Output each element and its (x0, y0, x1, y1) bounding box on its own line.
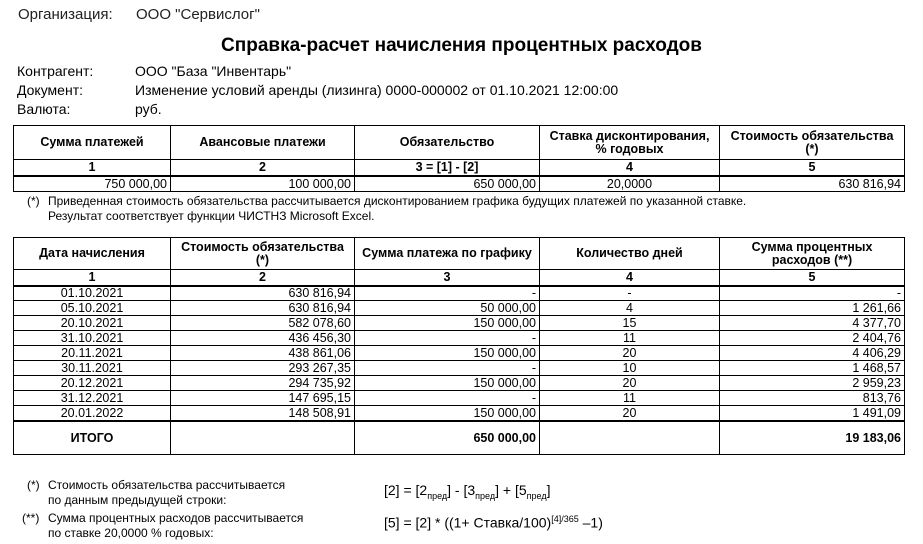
formula2-part: –1) (578, 514, 603, 531)
organization-line (18, 6, 260, 23)
table-row (14, 316, 905, 331)
t1-cell: 630 816,94 (720, 176, 905, 192)
days-cell: 4 (540, 301, 720, 316)
days-cell: 11 (540, 391, 720, 406)
t1-cell: 750 000,00 (14, 176, 171, 192)
payment-cell: - (355, 286, 540, 301)
days-cell: 11 (540, 331, 720, 346)
formula1-part: [2] = [2 (384, 482, 428, 498)
days-cell: - (540, 286, 720, 301)
table-row (14, 301, 905, 316)
table2-header-row (14, 238, 905, 270)
formula-obligation (384, 482, 551, 501)
total-empty-cell (540, 421, 720, 455)
days-cell: 20 (540, 346, 720, 361)
interest-cell: 813,76 (720, 391, 905, 406)
counterparty-label: Контрагент: (17, 63, 94, 79)
obligation-cell: 630 816,94 (171, 301, 355, 316)
total-empty-cell (171, 421, 355, 455)
interest-cell: 1 491,09 (720, 406, 905, 421)
formula2-sup: [4]/365 (551, 514, 579, 524)
table-row (14, 331, 905, 346)
date-cell: 01.10.2021 (14, 286, 171, 301)
date-cell: 20.12.2021 (14, 376, 171, 391)
days-cell: 20 (540, 406, 720, 421)
table2-number-row (14, 270, 905, 286)
t2-col-number: 4 (540, 270, 720, 286)
currency-value: руб. (135, 101, 162, 117)
t2-header-interest: Сумма процентных расходов (**) (720, 238, 905, 270)
t2-col-number: 1 (14, 270, 171, 286)
t2-header-date: Дата начисления (14, 238, 171, 270)
note1-line1: Приведенная стоимость обязательства рассчитывается дисконтированием графика будущих платежей по указанной ставке. (48, 194, 747, 208)
note2-marker: (*) (27, 478, 40, 492)
formula1-part: ] (546, 482, 551, 498)
formula2-part: [5] = [2] * ((1+ Ставка/100) (384, 514, 552, 531)
page-title: Справка-расчет начисления процентных расходов (221, 35, 702, 56)
obligation-cell: 438 861,06 (171, 346, 355, 361)
formula-interest (384, 514, 603, 531)
payment-cell: 150 000,00 (355, 316, 540, 331)
t1-col-number: 2 (171, 160, 355, 176)
payment-cell: - (355, 331, 540, 346)
formula1-sub: пред (427, 490, 448, 501)
obligation-cell: 630 816,94 (171, 286, 355, 301)
organization-label: Организация: (18, 6, 113, 23)
note3-marker: (**) (22, 511, 40, 525)
document-label: Документ: (17, 82, 83, 98)
table-row (14, 406, 905, 421)
interest-cell: 2 404,76 (720, 331, 905, 346)
date-cell: 20.11.2021 (14, 346, 171, 361)
interest-cell: 2 959,23 (720, 376, 905, 391)
t1-header-obligation-value: Стоимость обязательства (*) (720, 126, 905, 160)
obligation-cell: 582 078,60 (171, 316, 355, 331)
counterparty-value: ООО "База "Инвентарь" (135, 63, 292, 79)
organization-value: ООО "Сервислог" (136, 6, 260, 23)
payment-cell: 50 000,00 (355, 301, 540, 316)
payment-cell: - (355, 391, 540, 406)
total-row (14, 421, 905, 455)
table-row (14, 286, 905, 301)
obligation-summary-table (13, 125, 905, 192)
t2-col-number: 3 (355, 270, 540, 286)
formula1-part: ] + [5 (495, 482, 527, 498)
note2-line1: Стоимость обязательства рассчитывается (48, 478, 286, 492)
t1-cell: 20,0000 (540, 176, 720, 192)
payment-cell: 150 000,00 (355, 406, 540, 421)
t1-cell: 100 000,00 (171, 176, 355, 192)
t1-cell: 650 000,00 (355, 176, 540, 192)
t1-col-number: 1 (14, 160, 171, 176)
t1-col-number: 5 (720, 160, 905, 176)
date-cell: 31.12.2021 (14, 391, 171, 406)
document-value: Изменение условий аренды (лизинга) 0000-000002 от 01.10.2021 12:00:00 (135, 82, 619, 98)
note1 (27, 194, 747, 223)
table1-number-row (14, 160, 905, 176)
days-cell: 20 (540, 376, 720, 391)
obligation-cell: 436 456,30 (171, 331, 355, 346)
days-cell: 15 (540, 316, 720, 331)
table1-data-row (14, 176, 905, 192)
t1-header-advances: Авансовые платежи (171, 126, 355, 160)
note2-line2: по данным предыдущей строки: (48, 493, 227, 507)
date-cell: 20.01.2022 (14, 406, 171, 421)
t2-header-obligation-value: Стоимость обязательства (*) (171, 238, 355, 270)
date-cell: 31.10.2021 (14, 331, 171, 346)
table-row (14, 391, 905, 406)
date-cell: 20.10.2021 (14, 316, 171, 331)
obligation-cell: 148 508,91 (171, 406, 355, 421)
t1-col-number: 3 = [1] - [2] (355, 160, 540, 176)
t2-col-number: 2 (171, 270, 355, 286)
note2-obligation (27, 478, 286, 507)
note3-line1: Сумма процентных расходов рассчитывается (48, 511, 304, 525)
obligation-cell: 147 695,15 (171, 391, 355, 406)
note3-interest (22, 511, 304, 540)
date-cell: 30.11.2021 (14, 361, 171, 376)
table-row (14, 361, 905, 376)
payment-cell: - (355, 361, 540, 376)
total-label: ИТОГО (14, 421, 171, 455)
t2-col-number: 5 (720, 270, 905, 286)
t1-header-discount-rate: Ставка дисконтирования, % годовых (540, 126, 720, 160)
obligation-cell: 294 735,92 (171, 376, 355, 391)
date-cell: 05.10.2021 (14, 301, 171, 316)
total-interest: 19 183,06 (720, 421, 905, 455)
days-cell: 10 (540, 361, 720, 376)
interest-cell: - (720, 286, 905, 301)
obligation-cell: 293 267,35 (171, 361, 355, 376)
t2-header-days: Количество дней (540, 238, 720, 270)
table-row (14, 346, 905, 361)
interest-cell: 4 406,29 (720, 346, 905, 361)
formula1-sub: пред (526, 490, 547, 501)
interest-cell: 1 468,57 (720, 361, 905, 376)
interest-cell: 4 377,70 (720, 316, 905, 331)
currency-label: Валюта: (17, 101, 71, 117)
table1-header-row (14, 126, 905, 160)
t1-header-payments: Сумма платежей (14, 126, 171, 160)
payment-cell: 150 000,00 (355, 346, 540, 361)
formula1-part: ] - [3 (447, 482, 476, 498)
note3-line2: по ставке 20,0000 % годовых: (48, 526, 214, 540)
formula1-sub: пред (475, 490, 496, 501)
total-payments: 650 000,00 (355, 421, 540, 455)
table-row (14, 376, 905, 391)
interest-schedule-table (13, 237, 905, 455)
t1-col-number: 4 (540, 160, 720, 176)
note1-marker: (*) (27, 194, 40, 208)
t2-header-payment: Сумма платежа по графику (355, 238, 540, 270)
t1-header-obligation: Обязательство (355, 126, 540, 160)
payment-cell: 150 000,00 (355, 376, 540, 391)
interest-cell: 1 261,66 (720, 301, 905, 316)
note1-line2: Результат соответствует функции ЧИСТНЗ Microsoft Excel. (48, 209, 375, 223)
